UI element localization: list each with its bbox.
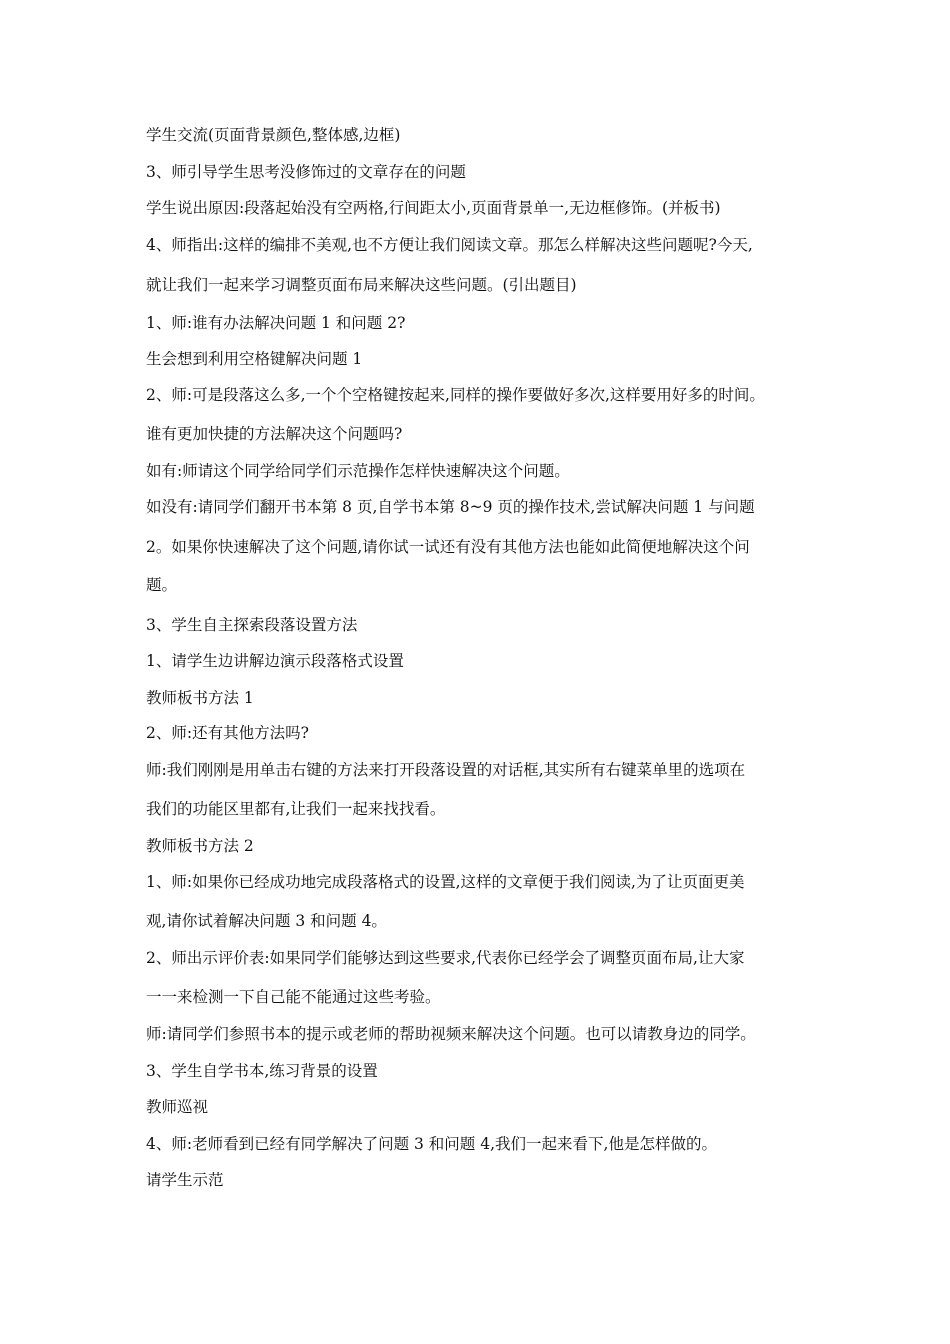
- text-line: 教师板书方法 1: [146, 689, 254, 707]
- text-line: 3、师引导学生思考没修饰过的文章存在的问题: [146, 163, 466, 181]
- text-line: 就让我们一起来学习调整页面布局来解决这些问题。(引出题目): [146, 276, 577, 294]
- text-line: 学生交流(页面背景颜色,整体感,边框): [146, 126, 401, 144]
- text-line: 2、师:可是段落这么多,一个个空格键按起来,同样的操作要做好多次,这样要用好多的时间。: [146, 386, 765, 404]
- text-line: 如有:师请这个同学给同学们示范操作怎样快速解决这个问题。: [146, 462, 570, 480]
- text-line: 师:请同学们参照书本的提示或老师的帮助视频来解决这个问题。也可以请教身边的同学。: [146, 1025, 756, 1043]
- text-line: 如没有:请同学们翻开书本第 8 页,自学书本第 8~9 页的操作技术,尝试解决问题 1 与问题: [146, 498, 755, 516]
- text-line: 观,请你试着解决问题 3 和问题 4。: [146, 912, 387, 930]
- text-line: 学生说出原因:段落起始没有空两格,行间距太小,页面背景单一,无边框修饰。(并板书): [146, 199, 721, 217]
- text-line: 题。: [146, 576, 178, 594]
- text-line: 2。如果你快速解决了这个问题,请你试一试还有没有其他方法也能如此简便地解决这个问: [146, 538, 750, 556]
- text-line: 教师巡视: [146, 1098, 209, 1116]
- text-line: 3、学生自学书本,练习背景的设置: [146, 1062, 378, 1080]
- text-line: 4、师指出:这样的编排不美观,也不方便让我们阅读文章。那怎么样解决这些问题呢?今天,: [146, 236, 753, 254]
- text-line: 我们的功能区里都有,让我们一起来找找看。: [146, 800, 446, 818]
- text-line: 1、师:谁有办法解决问题 1 和问题 2?: [146, 314, 406, 332]
- text-line: 2、师出示评价表:如果同学们能够达到这些要求,代表你已经学会了调整页面布局,让大家: [146, 949, 745, 967]
- text-line: 2、师:还有其他方法吗?: [146, 724, 309, 742]
- text-line: 师:我们刚刚是用单击右键的方法来打开段落设置的对话框,其实所有右键菜单里的选项在: [146, 761, 746, 779]
- text-line: 1、师:如果你已经成功地完成段落格式的设置,这样的文章便于我们阅读,为了让页面更美: [146, 873, 745, 891]
- text-line: 1、请学生边讲解边演示段落格式设置: [146, 652, 404, 670]
- text-line: 谁有更加快捷的方法解决这个问题吗?: [146, 425, 403, 443]
- text-line: 4、师:老师看到已经有同学解决了问题 3 和问题 4,我们一起来看下,他是怎样做的。: [146, 1135, 717, 1153]
- text-line: 一一来检测一下自己能不能通过这些考验。: [146, 988, 441, 1006]
- text-line: 请学生示范: [146, 1171, 224, 1189]
- text-line: 教师板书方法 2: [146, 837, 254, 855]
- text-line: 生会想到利用空格键解决问题 1: [146, 350, 363, 368]
- text-line: 3、学生自主探索段落设置方法: [146, 616, 358, 634]
